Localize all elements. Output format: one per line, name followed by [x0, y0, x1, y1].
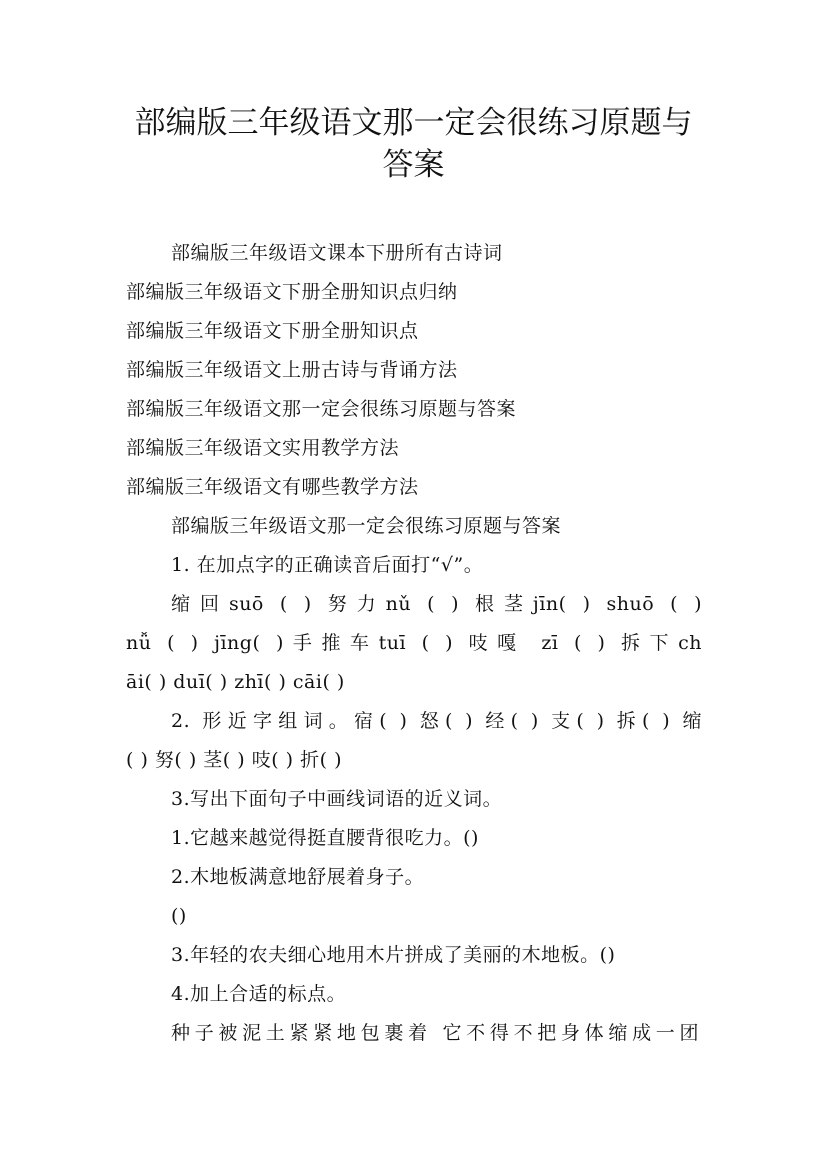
question-1-prompt: 1. 在加点字的正确读音后面打“√”。	[171, 554, 484, 576]
question-3-item-3: 3.年轻的农夫细心地用木片拼成了美丽的木地板。()	[171, 944, 616, 966]
section-heading: 部编版三年级语文那一定会很练习原题与答案	[171, 515, 562, 537]
question-3-item-1: 1.它越来越觉得挺直腰背很吃力。()	[171, 827, 479, 849]
document-title-line-1: 部编版三年级语文那一定会很练习原题与	[134, 105, 693, 141]
question-2-line-2: ( ) 努( ) 茎( ) 吱( ) 折( )	[126, 749, 342, 771]
question-1-line-3: āi( ) duī( ) zhī( ) cāi( )	[126, 671, 345, 693]
related-link-4[interactable]: 部编版三年级语文上册古诗与背诵方法	[126, 359, 458, 381]
related-link-6[interactable]: 部编版三年级语文实用教学方法	[126, 437, 400, 459]
document-title-line-2: 答案	[382, 147, 445, 183]
question-3-item-2-answer: ()	[171, 905, 187, 927]
related-link-5[interactable]: 部编版三年级语文那一定会很练习原题与答案	[126, 398, 517, 420]
question-1-line-2: nǚ ( ) jīng( )手推车tuī ( ) 吱嘎 zī ( ) 拆下ch	[126, 632, 702, 654]
question-4-prompt: 4.加上合适的标点。	[171, 983, 347, 1005]
question-1-line-1: 缩回suō ( ) 努力nǔ ( ) 根茎jīn( ) shuō ( )	[171, 593, 702, 615]
question-3-item-2: 2.木地板满意地舒展着身子。	[171, 866, 425, 888]
related-link-7[interactable]: 部编版三年级语文有哪些教学方法	[126, 476, 419, 498]
related-link-3[interactable]: 部编版三年级语文下册全册知识点	[126, 320, 419, 342]
question-4-line-1: 种子被泥土紧紧地包裹着 它不得不把身体缩成一团	[171, 1022, 699, 1044]
question-3-prompt: 3.写出下面句子中画线词语的近义词。	[171, 788, 503, 810]
related-link-1[interactable]: 部编版三年级语文课本下册所有古诗词	[171, 242, 503, 264]
question-2-line-1: 2. 形近字组词。宿( ) 怒( ) 经( ) 支( ) 拆( ) 缩	[171, 710, 702, 732]
related-link-2[interactable]: 部编版三年级语文下册全册知识点归纳	[126, 281, 458, 303]
